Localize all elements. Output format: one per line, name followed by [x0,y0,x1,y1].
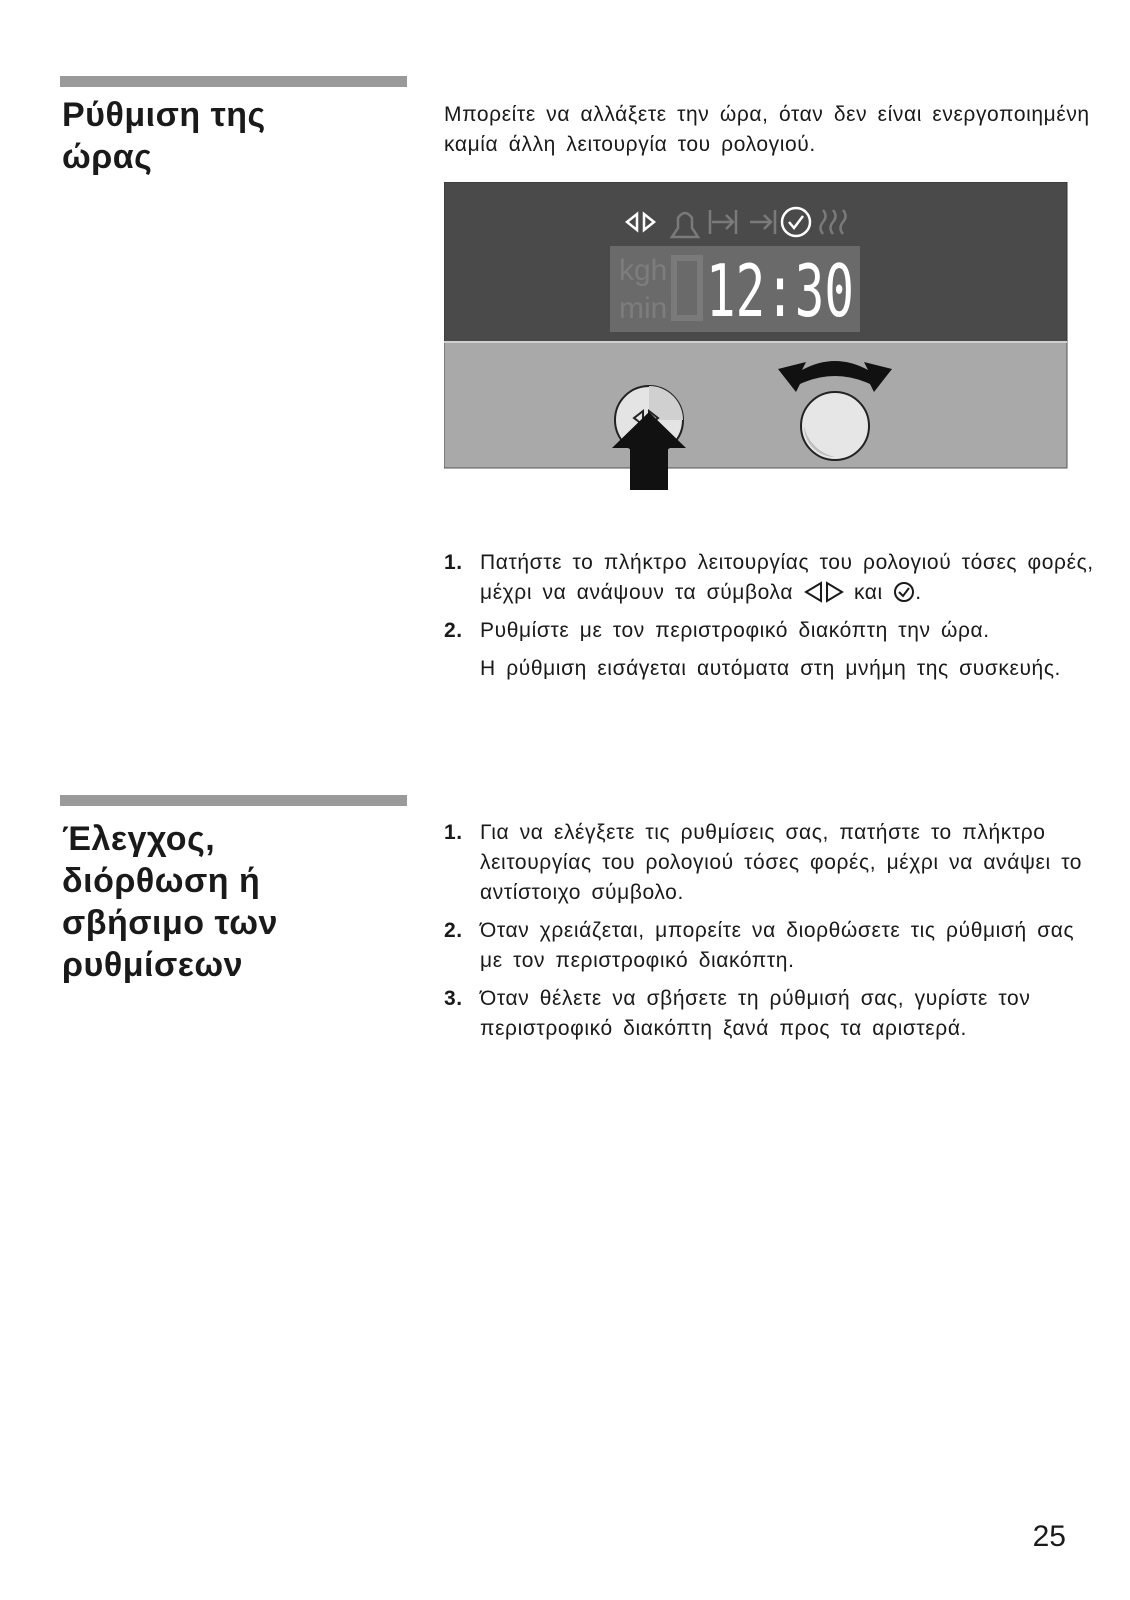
unit-kgh: kgh [619,254,668,287]
step-note: Η ρύθμιση εισάγεται αυτόματα στη μνήμη της συσκευής. [480,657,1061,680]
step-number: 3. [444,987,463,1010]
step-number: 2. [444,919,463,942]
list-item [444,548,1094,608]
time-setting-steps [444,548,1094,692]
rotary-knob[interactable] [801,392,869,460]
step-number: 1. [444,551,463,574]
step-text: Για να ελέγξετε τις ρυθμίσεις σας, πατήστε το πλήκτρο λειτουργίας του ρολογιού τόσες φορές, μέχρι να ανάψει το αντίστοιχο σύμβολο. [480,821,1083,904]
step-text: Όταν θέλετε να σβήσετε τη ρύθμισή σας, γυρίστε τον περιστροφικό διακόπτη ξανά προς τα αριστερά. [480,987,1031,1040]
check-settings-steps [444,818,1094,1052]
list-item [444,984,1094,1044]
step-number: 2. [444,619,463,642]
list-item [444,818,1094,908]
clock-panel-figure [444,182,1068,497]
step-text: Όταν χρειάζεται, μπορείτε να διορθώσετε τις ρύθμισή σας με τον περιστροφικό διακόπτη. [480,919,1075,972]
unit-min: min [619,292,668,325]
page-number: 25 [1032,1520,1066,1553]
list-item [444,916,1094,976]
heading-check-settings: Έλεγχος, διόρθωση ή σβήσιμο των ρυθμίσεων [62,820,278,984]
step-text: και [853,581,883,604]
step-text: . [915,581,922,604]
section-rule-time [60,76,407,87]
display-time: 12:30 [706,249,854,333]
intro-text: Μπορείτε να αλλάξετε την ώρα, όταν δεν είναι ενεργοποιημένη καμία άλλη λειτουργία του ρολογιού. [444,103,1090,156]
list-item [444,616,1094,684]
clock-icon [893,581,915,603]
arrows-icon [804,581,844,603]
step-text: Πατήστε το πλήκτρο λειτουργίας του ρολογιού τόσες φορές, μέχρι να ανάψουν τα σύμβολα [480,551,1094,604]
step-number: 1. [444,821,463,844]
heading-time-setting: Ρύθμιση της ώρας [62,96,266,176]
section-rule-check [60,795,407,806]
step-text: Ρυθμίστε με τον περιστροφικό διακόπτη την ώρα. [480,619,990,642]
